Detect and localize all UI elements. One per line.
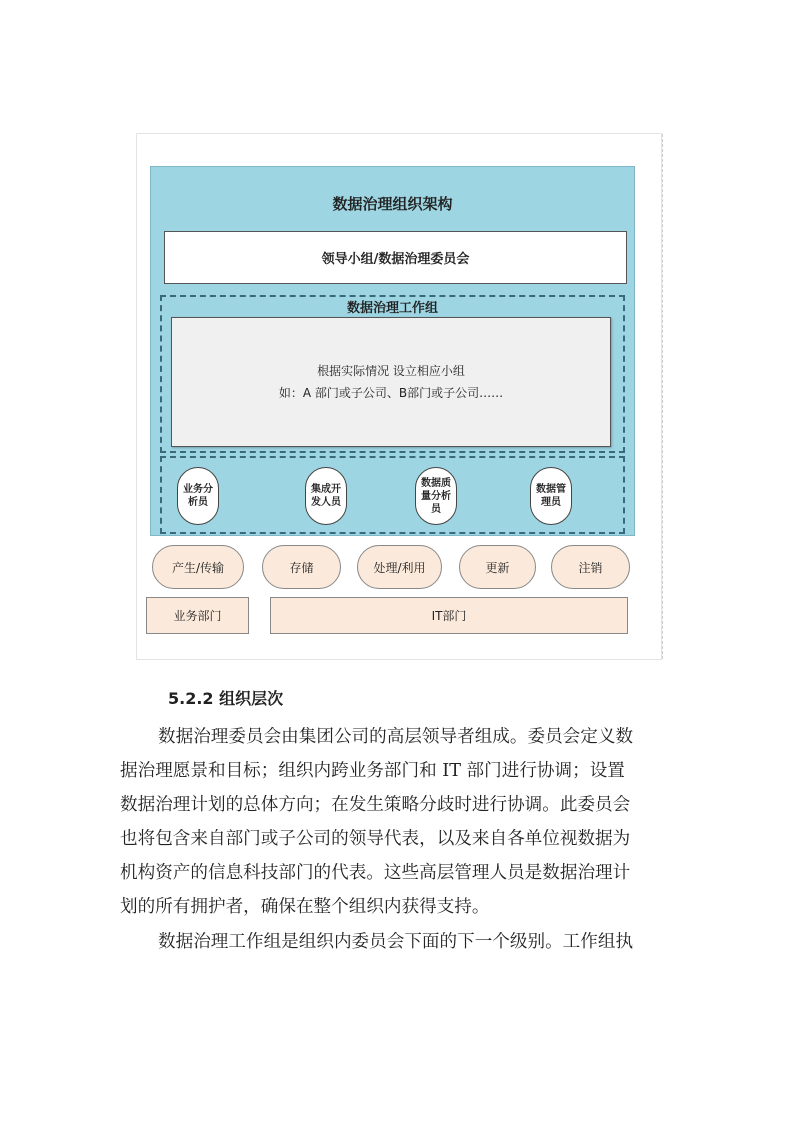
role-data-manager: 数据管理员 — [530, 467, 572, 525]
text-line: 据治理愿景和目标；组织内跨业务部门和 IT 部门进行协调；设置 — [120, 761, 625, 781]
leadership-label: 领导小组/数据治理委员会 — [321, 252, 470, 267]
text-line: 数据治理工作组是组织内委员会下面的下一个级别。工作组执 — [158, 932, 634, 952]
role-business-analyst: 业务分析员 — [177, 467, 219, 525]
role-integration-developer: 集成开发人员 — [305, 467, 347, 525]
dept-business: 业务部门 — [146, 597, 249, 634]
subgroup-line-1: 根据实际情况 设立相应小组 — [317, 364, 465, 378]
text-line: 数据治理计划的总体方向；在发生策略分歧时进行协调。此委员会 — [120, 795, 631, 815]
section-heading: 5.2.2 组织层次 — [168, 689, 284, 708]
stage-storage: 存储 — [262, 545, 341, 589]
diagram-title: 数据治理组织架构 — [332, 195, 453, 213]
text-line: 机构资产的信息科技部门的代表。这些高层管理人员是数据治理计 — [120, 863, 631, 883]
dept-it: IT部门 — [270, 597, 628, 634]
paragraph-committee — [120, 720, 684, 924]
stage-update: 更新 — [459, 545, 536, 589]
subgroup-line-2: 如：A 部门或子公司、B部门或子公司…… — [278, 386, 504, 400]
role-data-quality-analyst: 数据质量分析员 — [415, 467, 457, 525]
leadership-box — [164, 231, 627, 284]
working-group-title: 数据治理工作组 — [346, 301, 438, 316]
stage-produce-transmit: 产生/传输 — [152, 545, 244, 589]
stage-deregister: 注销 — [551, 545, 630, 589]
text-line: 也将包含来自部门或子公司的领导代表，以及来自各单位视数据为 — [120, 829, 631, 849]
subgroup-box — [171, 317, 611, 447]
text-line: 划的所有拥护者，确保在整个组织内获得支持。 — [120, 897, 490, 917]
stage-process-use: 处理/利用 — [357, 545, 442, 589]
paragraph-working-group — [120, 925, 684, 959]
text-line: 数据治理委员会由集团公司的高层领导者组成。委员会定义数 — [158, 727, 634, 747]
